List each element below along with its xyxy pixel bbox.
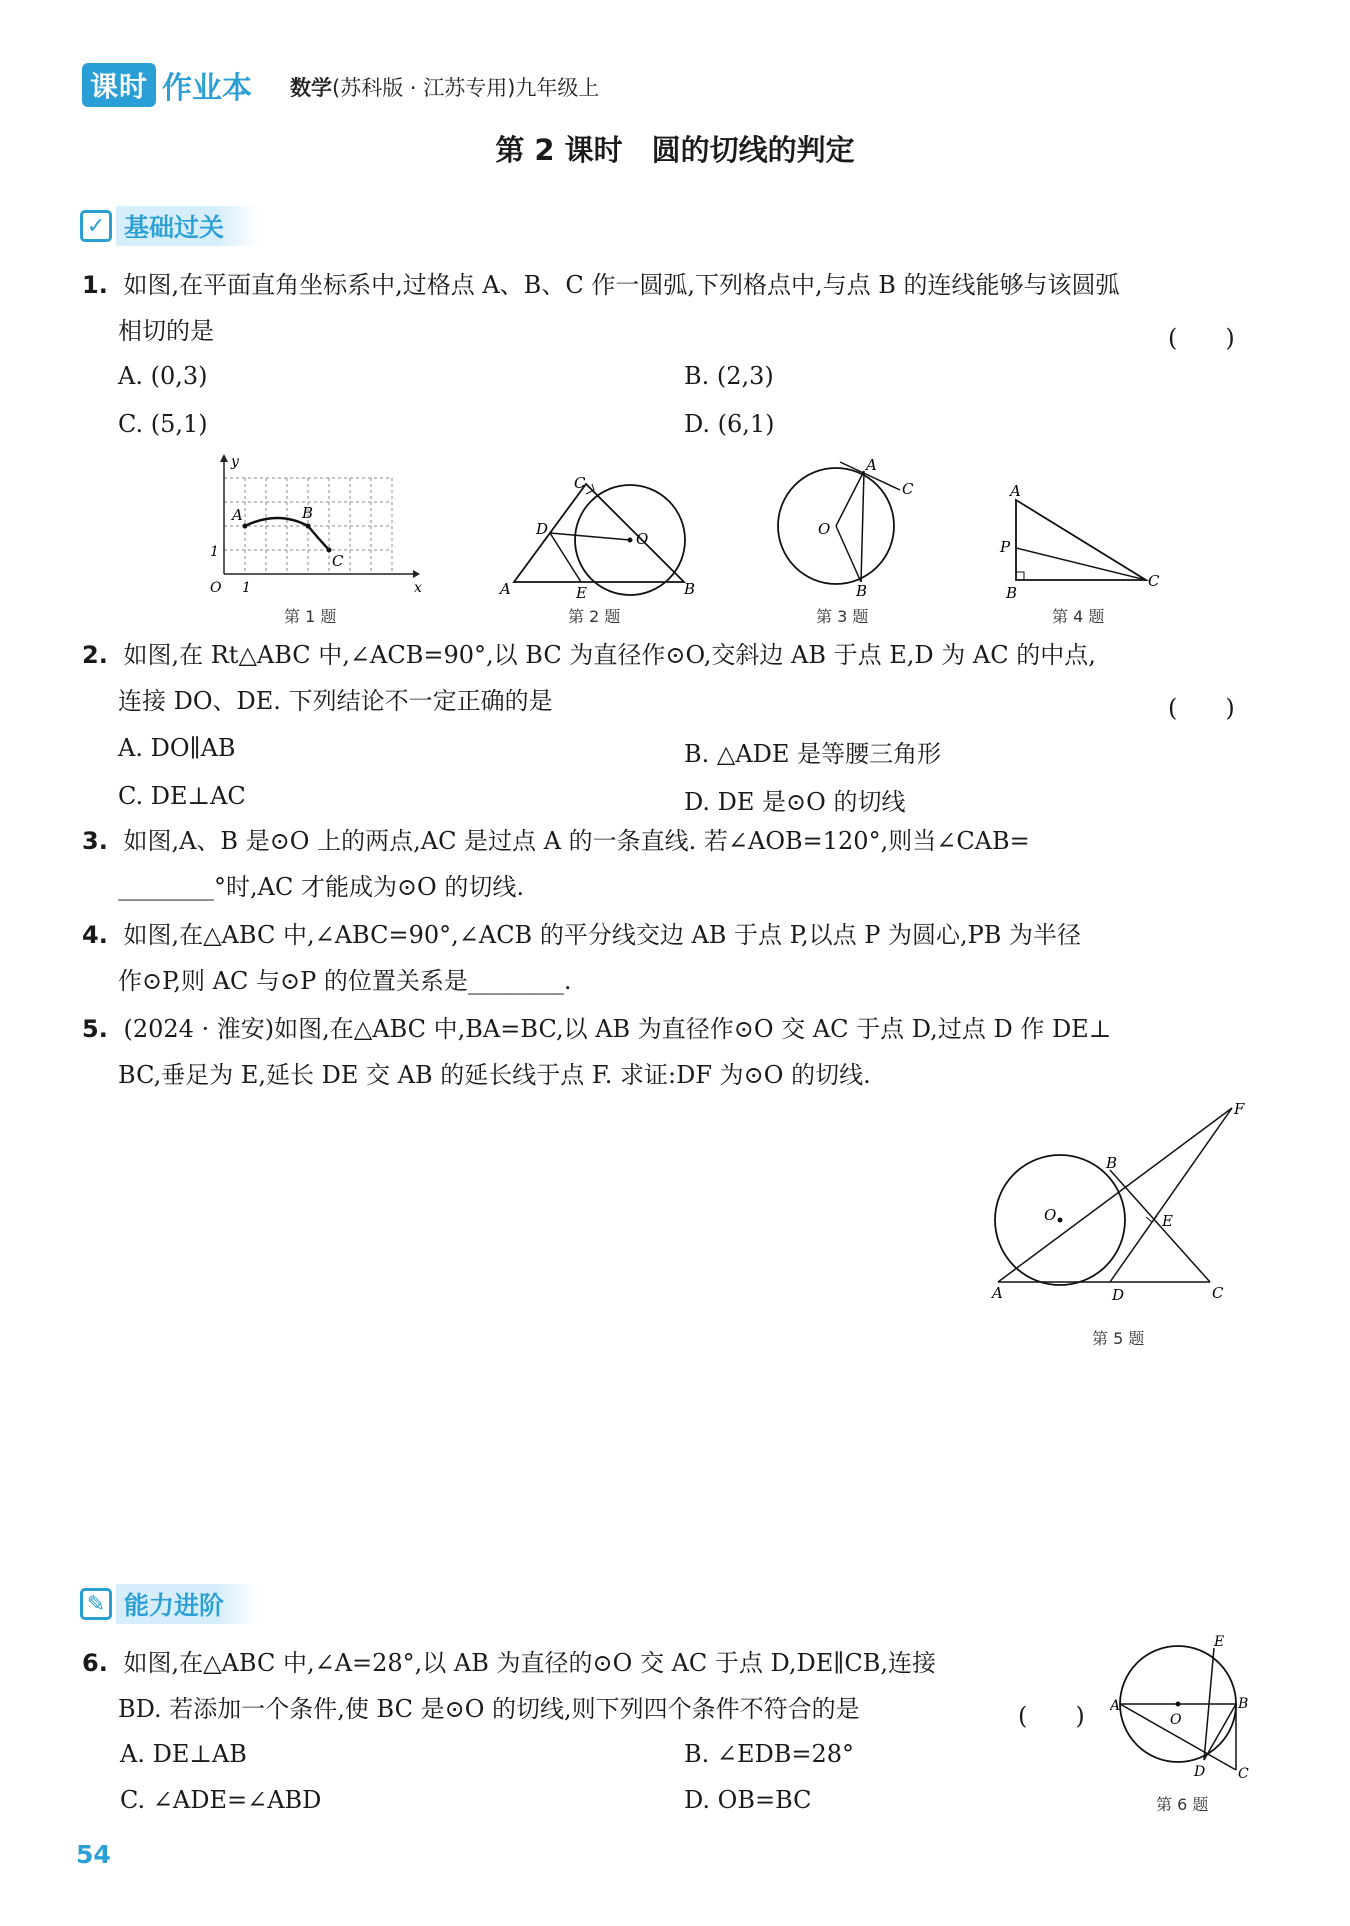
question-text: (2024 · 淮安)如图,在△ABC 中,BA=BC,以 AB 为直径作⊙O 交 AC 于点 D,过点 D 作 DE⊥	[123, 1015, 1112, 1043]
section-basic-label: 基础过关	[116, 206, 260, 246]
figure-6-caption: 第 6 题	[1156, 1795, 1209, 1814]
figure-5-caption: 第 5 题	[1092, 1329, 1145, 1348]
label: C	[902, 480, 914, 498]
option-d: D. (6,1)	[684, 410, 775, 438]
question-number: 3.	[82, 827, 108, 855]
label: F	[1234, 1100, 1245, 1118]
logo-box: 课时	[82, 63, 156, 107]
question-2-line2: 连接 DO、DE. 下列结论不一定正确的是	[118, 687, 553, 715]
label: A	[1110, 1698, 1121, 1714]
label: O	[1044, 1206, 1057, 1224]
figure-4-caption: 第 4 题	[1052, 607, 1105, 626]
section-advanced-label: 能力进阶	[116, 1584, 260, 1624]
page-title: 第 2 课时 圆的切线的判定	[495, 133, 855, 167]
figure-4	[996, 480, 1176, 600]
question-3	[82, 818, 1030, 864]
subject: 数学	[290, 76, 332, 100]
label: C	[574, 474, 586, 492]
question-1-line2: 相切的是	[118, 317, 214, 345]
question-1	[82, 262, 1119, 308]
pencil-icon: ✎	[80, 1588, 112, 1620]
label: B	[302, 504, 314, 522]
label: C	[332, 552, 344, 570]
figure-5	[980, 1100, 1260, 1320]
question-text: 如图,在△ABC 中,∠A=28°,以 AB 为直径的⊙O 交 AC 于点 D,DE∥CB,连接	[123, 1649, 937, 1677]
edition: (苏科版 · 江苏专用)九年级上	[332, 76, 600, 100]
label: B	[1006, 584, 1018, 600]
brand-logo	[82, 64, 252, 106]
question-6	[82, 1640, 936, 1686]
book-subtitle	[290, 72, 599, 102]
label: A	[232, 506, 243, 524]
label: A	[866, 456, 877, 474]
label: D	[1194, 1764, 1206, 1780]
label: O	[818, 520, 831, 538]
label: B	[684, 580, 696, 598]
option-b: B. (2,3)	[684, 362, 774, 390]
question-4	[82, 912, 1081, 958]
figure-2-caption: 第 2 题	[568, 607, 621, 626]
section-basic	[80, 206, 260, 246]
label: E	[1162, 1212, 1173, 1230]
question-3-line2: ________°时,AC 才能成为⊙O 的切线.	[118, 873, 524, 901]
label: y	[231, 454, 239, 470]
question-6-line2: BD. 若添加一个条件,使 BC 是⊙O 的切线,则下列四个条件不符合的是	[118, 1695, 860, 1723]
page-number: 54	[76, 1840, 111, 1869]
option-d: D. DE 是⊙O 的切线	[684, 788, 906, 816]
option-c: C. DE⊥AC	[118, 782, 246, 810]
label: D	[1112, 1286, 1125, 1304]
question-text: 如图,在 Rt△ABC 中,∠ACB=90°,以 BC 为直径作⊙O,交斜边 AB 于点 E,D 为 AC 的中点,	[123, 641, 1096, 669]
label: E	[576, 584, 587, 600]
label: C	[1212, 1284, 1224, 1302]
question-number: 1.	[82, 271, 108, 299]
label: B	[1238, 1696, 1249, 1712]
option-c: C. ∠ADE=∠ABD	[120, 1786, 322, 1814]
figure-2	[498, 470, 708, 600]
label: O	[636, 530, 649, 548]
label: C	[1148, 572, 1160, 590]
option-a: A. (0,3)	[118, 362, 208, 390]
answer-paren: ( )	[1168, 694, 1235, 722]
question-text: 如图,在△ABC 中,∠ABC=90°,∠ACB 的平分线交边 AB 于点 P,以点 P 为圆心,PB 为半径	[123, 921, 1082, 949]
label: P	[1000, 538, 1011, 556]
option-d: D. OB=BC	[684, 1786, 812, 1814]
label: B	[1106, 1154, 1118, 1172]
check-icon: ✓	[80, 210, 112, 242]
label: C	[1238, 1766, 1249, 1782]
question-number: 2.	[82, 641, 108, 669]
label: A	[1010, 482, 1021, 500]
logo-text: 作业本	[162, 71, 253, 106]
question-number: 6.	[82, 1649, 108, 1677]
label: A	[992, 1284, 1003, 1302]
label: O	[210, 580, 222, 596]
figure-3	[760, 454, 930, 599]
answer-paren: ( )	[1018, 1702, 1085, 1730]
question-5	[82, 1006, 1111, 1052]
question-5-line2: BC,垂足为 E,延长 DE 交 AB 的延长线于点 F. 求证:DF 为⊙O 的切线.	[118, 1061, 871, 1089]
label: x	[414, 580, 422, 596]
label: O	[1170, 1712, 1182, 1728]
option-b: B. ∠EDB=28°	[684, 1740, 855, 1768]
label: E	[1214, 1634, 1225, 1650]
figure-1	[198, 452, 428, 597]
figure-6	[1110, 1632, 1270, 1782]
figure-1-caption: 第 1 题	[284, 607, 337, 626]
question-number: 4.	[82, 921, 108, 949]
label: A	[500, 580, 511, 598]
question-4-line2: 作⊙P,则 AC 与⊙P 的位置关系是________.	[118, 967, 572, 995]
option-a: A. DE⊥AB	[120, 1740, 247, 1768]
question-text: 如图,在平面直角坐标系中,过格点 A、B、C 作一圆弧,下列格点中,与点 B 的连线能够与该圆弧	[123, 271, 1120, 299]
answer-paren: ( )	[1168, 324, 1235, 352]
option-a: A. DO∥AB	[118, 734, 236, 762]
label: 1	[210, 544, 219, 560]
question-text: 如图,A、B 是⊙O 上的两点,AC 是过点 A 的一条直线. 若∠AOB=120°,则当∠CAB=	[123, 827, 1030, 855]
label: B	[856, 582, 868, 599]
option-c: C. (5,1)	[118, 410, 208, 438]
question-2	[82, 632, 1096, 678]
question-number: 5.	[82, 1015, 108, 1043]
option-b: B. △ADE 是等腰三角形	[684, 740, 942, 768]
label: 1	[242, 580, 251, 596]
section-advanced	[80, 1584, 260, 1624]
label: D	[536, 520, 549, 538]
figure-3-caption: 第 3 题	[816, 607, 869, 626]
